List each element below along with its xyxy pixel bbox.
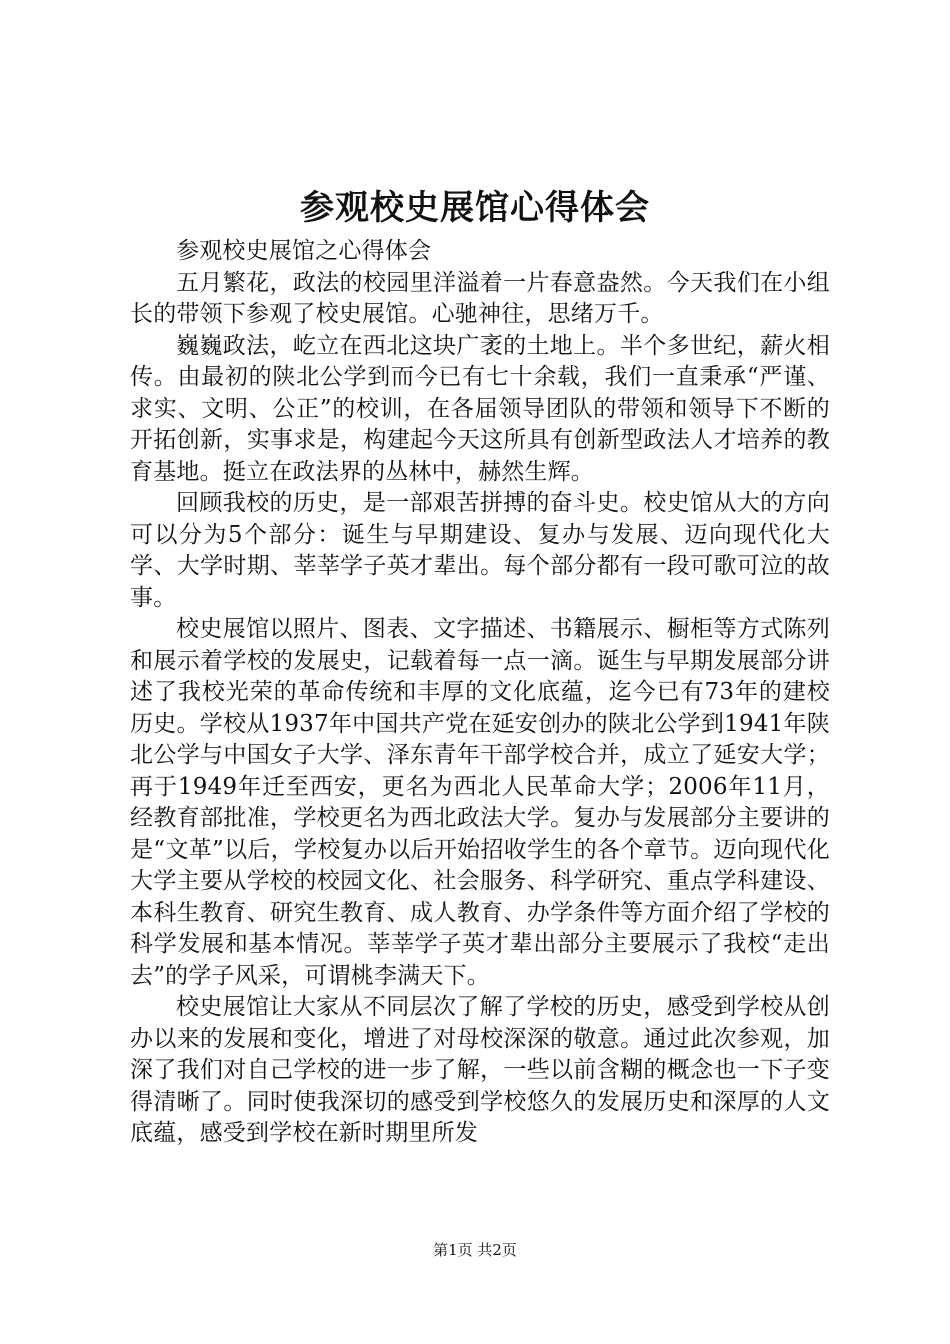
document-body bbox=[130, 236, 830, 1150]
paragraph-4: 校史展馆以照片、图表、文字描述、书籍展示、橱柜等方式陈列和展示着学校的发展史，记载着每一点一滴。诞生与早期发展部分讲述了我校光荣的革命传统和丰厚的文化底蕴，迄今已有73年的建校历史。学校从1937年中国共产党在延安创办的陕北公学到1941年陕北公学与中国女子大学、泽东青年干部学校合并，成立了延安大学；再于1949年迁至西安，更名为西北人民革命大学；2006年11月，经教育部批准，学校更名为西北政法大学。复办与发展部分主要讲的是“文革”以后，学校复办以后开始招收学生的各个章节。迈向现代化大学主要从学校的校园文化、社会服务、科学研究、重点学科建设、本科生教育、研究生教育、成人教育、办学条件等方面介绍了学校的科学发展和基本情况。莘莘学子英才辈出部分主要展示了我校“走出去”的学子风采，可谓桃李满天下。 bbox=[130, 616, 830, 989]
paragraph-5: 校史展馆让大家从不同层次了解了学校的历史，感受到学校从创办以来的发展和变化，增进了对母校深深的敬意。通过此次参观，加深了我们对自己学校的进一步了解，一些以前含糊的概念也一下子变得清晰了。同时使我深切的感受到学校悠久的发展历史和深厚的人文底蕴，感受到学校在新时期里所发 bbox=[130, 994, 830, 1146]
document-subtitle: 参观校史展馆之心得体会 bbox=[176, 238, 432, 264]
paragraph-1: 五月繁花，政法的校园里洋溢着一片春意盎然。今天我们在小组长的带领下参观了校史展馆。心驰神往，思绪万千。 bbox=[130, 269, 830, 327]
paragraph-3: 回顾我校的历史，是一部艰苦拼搏的奋斗史。校史馆从大的方向可以分为5个部分：诞生与早期建设、复办与发展、迈向现代化大学、大学时期、莘莘学子英才辈出。每个部分都有一段可歌可泣的故事。 bbox=[130, 490, 830, 611]
page-footer: 第1页 共2页 bbox=[433, 1241, 517, 1259]
paragraph-2: 巍巍政法，屹立在西北这块广袤的土地上。半个多世纪，薪火相传。由最初的陕北公学到而今已有七十余载，我们一直秉承“严谨、求实、文明、公正”的校训，在各届领导团队的带领和领导下不断的开拓创新，实事求是，构建起今天这所具有创新型政法人才培养的教育基地。挺立在政法界的丛林中，赫然生辉。 bbox=[130, 332, 830, 485]
document-title: 参观校史展馆心得体会 bbox=[300, 188, 650, 228]
